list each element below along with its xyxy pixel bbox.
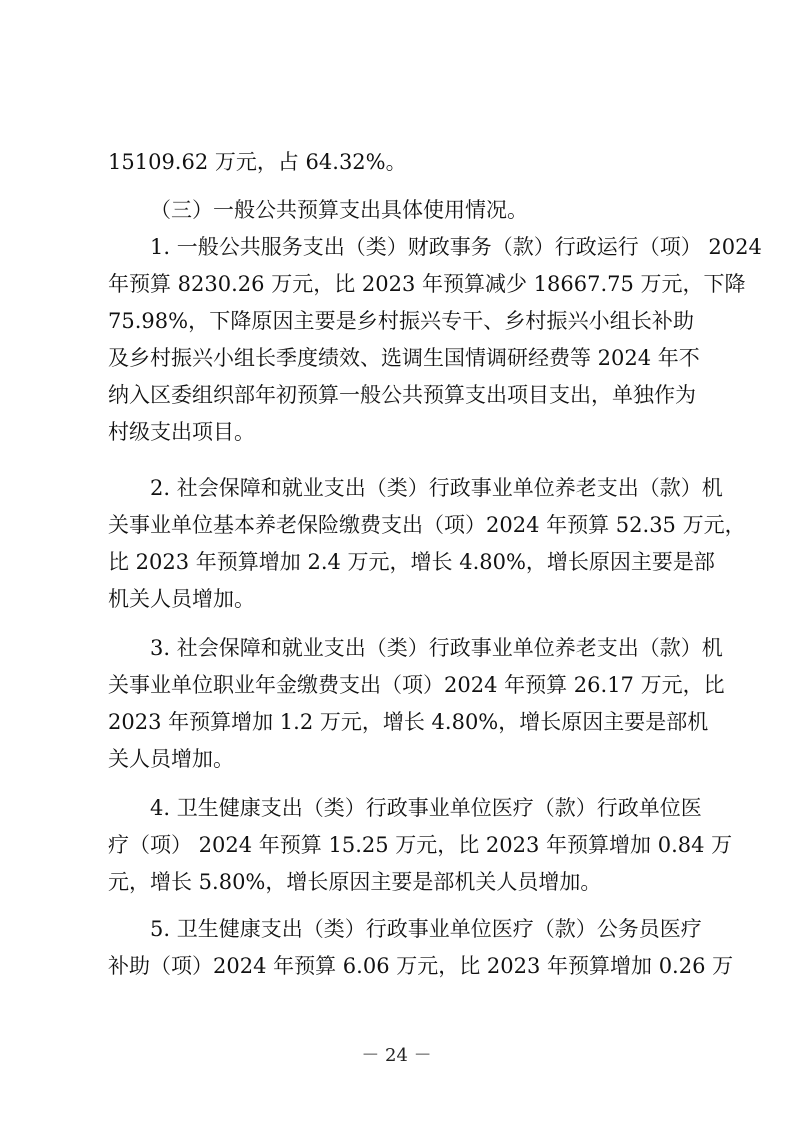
text-line: 比 2023 年预算增加 2.4 万元，增长 4.80%，增长原因主要是部 bbox=[108, 550, 715, 574]
text-line: 15109.62 万元，占 64.32%。 bbox=[108, 150, 407, 174]
text-line: 75.98%，下降原因主要是乡村振兴专干、乡村振兴小组长补助 bbox=[108, 309, 694, 333]
text-line: 4. 卫生健康支出（类）行政事业单位医疗（款）行政单位医 bbox=[150, 796, 702, 820]
text-line: 5. 卫生健康支出（类）行政事业单位医疗（款）公务员医疗 bbox=[150, 917, 702, 941]
section-heading: （三）一般公共预算支出具体使用情况。 bbox=[150, 198, 528, 222]
text-line: 关事业单位职业年金缴费支出（项）2024 年预算 26.17 万元，比 bbox=[108, 673, 725, 697]
text-line: 疗（项） 2024 年预算 15.25 万元，比 2023 年预算增加 0.84 万 bbox=[108, 833, 733, 857]
text-line: 纳入区委组织部年初预算一般公共预算支出项目支出，单独作为 bbox=[108, 383, 696, 407]
text-line: 关人员增加。 bbox=[108, 747, 234, 771]
text-line: 关事业单位基本养老保险缴费支出（项）2024 年预算 52.35 万元， bbox=[108, 513, 746, 537]
text-line: 元，增长 5.80%，增长原因主要是部机关人员增加。 bbox=[108, 870, 602, 894]
text-line: 年预算 8230.26 万元，比 2023 年预算减少 18667.75 万元，下降 bbox=[108, 272, 746, 296]
page-number: － 24 － bbox=[361, 1045, 432, 1066]
text-line: 补助（项）2024 年预算 6.06 万元，比 2023 年预算增加 0.26 万 bbox=[108, 954, 734, 978]
text-line: 1. 一般公共服务支出（类）财政事务（款）行政运行（项） 2024 bbox=[150, 235, 762, 259]
text-line: 3. 社会保障和就业支出（类）行政事业单位养老支出（款）机 bbox=[150, 636, 723, 660]
text-line: 机关人员增加。 bbox=[108, 587, 255, 611]
text-line: 2023 年预算增加 1.2 万元，增长 4.80%，增长原因主要是部机 bbox=[108, 710, 709, 734]
text-line: 及乡村振兴小组长季度绩效、选调生国情调研经费等 2024 年不 bbox=[108, 346, 700, 370]
text-line: 村级支出项目。 bbox=[108, 420, 255, 444]
text-line: 2. 社会保障和就业支出（类）行政事业单位养老支出（款）机 bbox=[150, 476, 723, 500]
